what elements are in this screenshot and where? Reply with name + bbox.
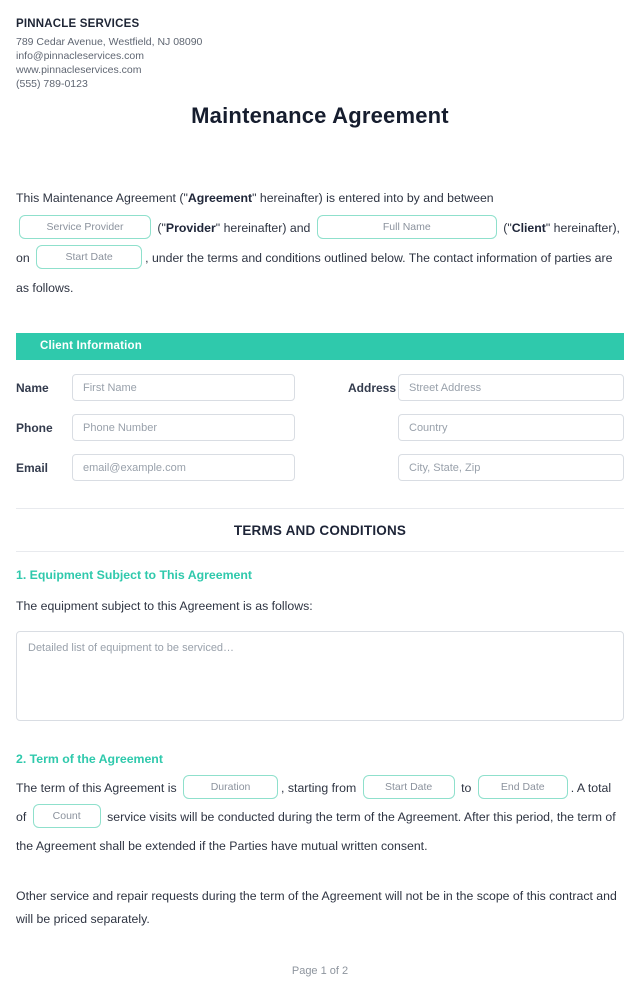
term-start-date-input[interactable] xyxy=(363,775,455,799)
company-phone: (555) 789-0123 xyxy=(16,78,88,90)
divider xyxy=(16,508,624,509)
phone-number-input[interactable] xyxy=(72,414,295,441)
clause-2-text: . A total of xyxy=(16,781,612,824)
service-provider-input[interactable] xyxy=(19,215,151,239)
company-email: info@pinnacleservices.com xyxy=(16,50,144,62)
client-information-band: Client Information xyxy=(16,333,624,360)
page-indicator: Page 1 of 2 xyxy=(291,965,349,977)
term-end-date-input[interactable] xyxy=(478,775,568,799)
equipment-list-textarea[interactable] xyxy=(16,631,624,721)
clause-2-text: The term of this Agreement is xyxy=(16,781,177,795)
intro-text: This Maintenance Agreement (" xyxy=(16,191,188,205)
intro-text: (" xyxy=(157,221,166,235)
company-address: 789 Cedar Avenue, Westfield, NJ 08090 xyxy=(16,36,203,48)
first-name-input[interactable] xyxy=(72,374,295,401)
name-label: Name xyxy=(16,380,49,395)
terms-and-conditions-heading: TERMS AND CONDITIONS xyxy=(233,523,407,538)
bold-term-agreement: Agreement xyxy=(187,191,253,205)
document-title: Maintenance Agreement xyxy=(191,103,449,128)
clause-1-heading: 1. Equipment Subject to This Agreement xyxy=(16,568,252,582)
intro-paragraph xyxy=(16,183,624,303)
email-input[interactable] xyxy=(72,454,295,481)
visit-count-input[interactable] xyxy=(33,804,101,828)
address-label: Address xyxy=(348,380,397,395)
intro-text: " hereinafter) and xyxy=(215,221,311,235)
clause-2-heading: 2. Term of the Agreement xyxy=(16,752,163,766)
intro-text: " hereinafter), on xyxy=(16,221,620,265)
divider xyxy=(16,551,624,552)
company-website: www.pinnacleservices.com xyxy=(16,64,142,76)
clause-2-text: to xyxy=(461,781,472,795)
duration-input[interactable] xyxy=(183,775,278,799)
clause-2-paragraph xyxy=(16,774,624,861)
email-label: Email xyxy=(16,460,49,475)
intro-text: , under the terms and conditions outlined below. The contact information of parties are as follows. xyxy=(16,251,613,295)
street-address-input[interactable] xyxy=(398,374,624,401)
phone-label: Phone xyxy=(16,420,53,435)
intro-text: " hereinafter) is entered into by and between xyxy=(252,191,494,205)
bold-term-client: Client xyxy=(511,221,546,235)
client-full-name-input[interactable] xyxy=(317,215,497,239)
company-name: PINNACLE SERVICES xyxy=(16,18,140,30)
clause-1-text: The equipment subject to this Agreement is as follows: xyxy=(16,599,313,613)
clause-2-text: , starting from xyxy=(281,781,357,795)
agreement-start-date-input[interactable] xyxy=(36,245,142,269)
other-services-note: Other service and repair requests during the term of the Agreement will not be in the scope of this contract and will be priced separately. xyxy=(16,889,617,926)
letterhead xyxy=(16,18,624,91)
country-input[interactable] xyxy=(398,414,624,441)
city-state-zip-input[interactable] xyxy=(398,454,624,481)
client-information-grid xyxy=(16,374,624,481)
intro-text: (" xyxy=(503,221,512,235)
bold-term-provider: Provider xyxy=(165,221,216,235)
clause-2-text: service visits will be conducted during the term of the Agreement. After this period, the term of the Agreement shall be extended if the Parties have mutual written consent. xyxy=(16,810,616,853)
